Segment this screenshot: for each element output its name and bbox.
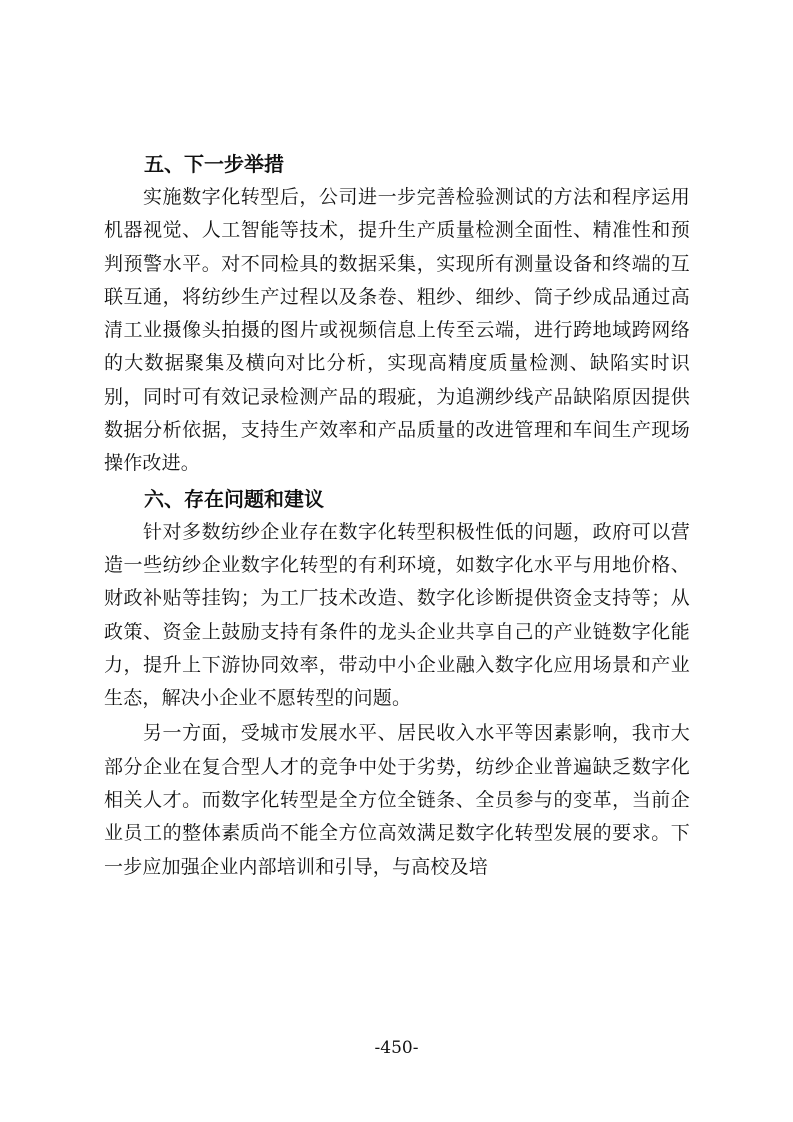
paragraph-government-support: 针对多数纺纱企业存在数字化转型积极性低的问题，政府可以营造一些纺纱企业数字化转型的有利环境，如数字化水平与用地价格、财政补贴等挂钩；为工厂技术改造、数字化诊断提供资金支持等；从政策、资金上鼓励支持有条件的龙头企业共享自己的产业链数字化能力，提升上下游协同效率，带动中小企业融入数字化应用场景和产业生态，解决小企业不愿转型的问题。 (104, 520, 690, 710)
paragraph-next-steps: 实施数字化转型后，公司进一步完善检验测试的方法和程序运用机器视觉、人工智能等技术，提升生产质量检测全面性、精准性和预判预警水平。对不同检具的数据采集，实现所有测量设备和终端的互联互通，将纺纱生产过程以及条卷、粗纱、细纱、筒子纱成品通过高清工业摄像头拍摄的图片或视频信息上传至云端，进行跨地域跨网络的大数据聚集及横向对比分析，实现高精度质量检测、缺陷实时识别，同时可有效记录检测产品的瑕疵，为追溯纱线产品缺陷原因提供数据分析依据，支持生产效率和产品质量的改进管理和车间生产现场操作改进。 (104, 186, 690, 475)
document-body (104, 148, 690, 886)
section-heading-next-steps: 五、下一步举措 (144, 152, 284, 176)
paragraph-talent-shortage: 另一方面，受城市发展水平、居民收入水平等因素影响，我市大部分企业在复合型人才的竞争中处于劣势，纺纱企业普遍缺乏数字化相关人才。而数字化转型是全方位全链条、全员参与的变革，当前企业员工的整体素质尚不能全方位高效满足数字化转型发展的要求。下一步应加强企业内部培训和引导，与高校及培 (104, 722, 690, 878)
section-heading-problems-suggestions: 六、存在问题和建议 (144, 486, 324, 511)
page-number: -450- (374, 1038, 419, 1058)
